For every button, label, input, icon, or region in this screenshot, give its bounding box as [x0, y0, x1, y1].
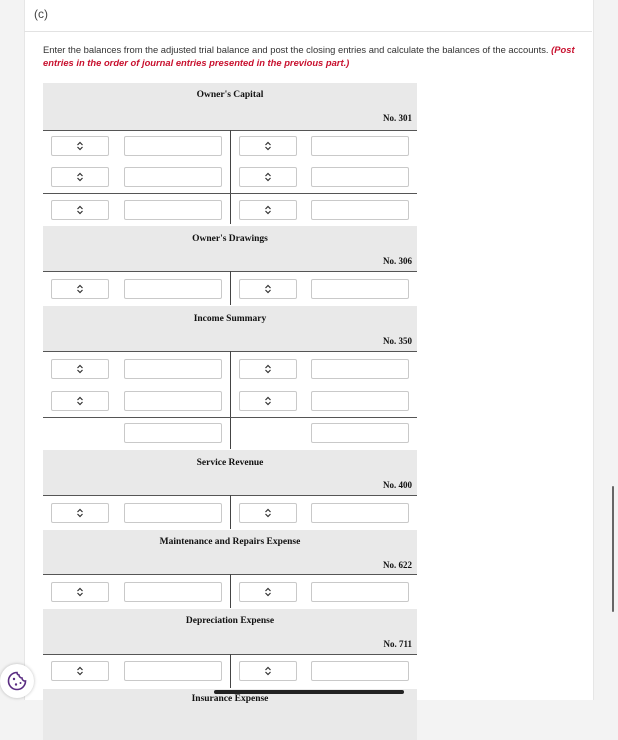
chevron-up-down-icon — [264, 508, 272, 518]
t-account-divider — [230, 130, 231, 224]
account-number: No. 301 — [383, 113, 412, 123]
cookie-settings-button[interactable] — [0, 664, 34, 698]
debit-date-select[interactable] — [51, 359, 109, 379]
chevron-up-down-icon — [264, 396, 272, 406]
debit-amount-input[interactable] — [124, 200, 222, 220]
part-label: (c) — [34, 7, 48, 21]
instructions-emphasis: (Post entries in the order of journal entries presented in the previous part.) — [43, 44, 575, 68]
cookie-icon — [7, 671, 27, 691]
account-title: Service Revenue — [196, 458, 264, 468]
account-header — [43, 226, 417, 271]
chevron-up-down-icon — [264, 666, 272, 676]
account-title: Maintenance and Repairs Expense — [159, 537, 301, 547]
credit-date-select[interactable] — [239, 503, 297, 523]
chevron-up-down-icon — [264, 587, 272, 597]
divider — [24, 31, 592, 32]
account-title: Insurance Expense — [191, 694, 269, 704]
debit-date-select[interactable] — [51, 167, 109, 187]
account-title: Depreciation Expense — [185, 616, 275, 626]
credit-amount-input[interactable] — [311, 279, 409, 299]
credit-date-select[interactable] — [239, 661, 297, 681]
debit-amount-input[interactable] — [124, 582, 222, 602]
chevron-up-down-icon — [264, 364, 272, 374]
account-number: No. 400 — [383, 480, 412, 490]
credit-amount-input[interactable] — [311, 661, 409, 681]
credit-amount-input[interactable] — [311, 503, 409, 523]
account-number: No. 711 — [383, 639, 412, 649]
account-title: Income Summary — [193, 314, 267, 324]
chevron-up-down-icon — [76, 587, 84, 597]
credit-date-select[interactable] — [239, 136, 297, 156]
account-title: Owner's Capital — [196, 90, 264, 100]
chevron-up-down-icon — [76, 172, 84, 182]
debit-date-select[interactable] — [51, 503, 109, 523]
debit-date-select[interactable] — [51, 391, 109, 411]
t-account-divider — [230, 351, 231, 449]
chevron-up-down-icon — [264, 141, 272, 151]
home-indicator — [214, 690, 404, 694]
credit-amount-input[interactable] — [311, 167, 409, 187]
credit-date-select[interactable] — [239, 391, 297, 411]
credit-amount-input[interactable] — [311, 359, 409, 379]
account-number: No. 622 — [383, 560, 412, 570]
account-header — [43, 83, 417, 130]
chevron-up-down-icon — [76, 141, 84, 151]
debit-amount-input[interactable] — [124, 423, 222, 443]
debit-amount-input[interactable] — [124, 136, 222, 156]
chevron-up-down-icon — [76, 284, 84, 294]
credit-date-select[interactable] — [239, 359, 297, 379]
t-account-divider — [230, 271, 231, 305]
credit-date-select[interactable] — [239, 200, 297, 220]
debit-date-select[interactable] — [51, 661, 109, 681]
credit-amount-input[interactable] — [311, 582, 409, 602]
t-account-divider — [230, 654, 231, 688]
credit-date-select[interactable] — [239, 279, 297, 299]
credit-date-select[interactable] — [239, 582, 297, 602]
credit-amount-input[interactable] — [311, 391, 409, 411]
account-header — [43, 689, 417, 740]
debit-amount-input[interactable] — [124, 279, 222, 299]
debit-amount-input[interactable] — [124, 167, 222, 187]
instructions-text: Enter the balances from the adjusted trial balance and post the closing entries and calculate the balances of the accounts. — [43, 44, 549, 55]
balance-line — [43, 193, 417, 194]
debit-date-select[interactable] — [51, 279, 109, 299]
account-title: Owner's Drawings — [192, 234, 268, 244]
credit-amount-input[interactable] — [311, 136, 409, 156]
chevron-up-down-icon — [76, 666, 84, 676]
instructions — [43, 43, 583, 69]
debit-amount-input[interactable] — [124, 661, 222, 681]
balance-line — [43, 417, 417, 418]
account-header — [43, 306, 417, 351]
chevron-up-down-icon — [264, 172, 272, 182]
credit-amount-input[interactable] — [311, 423, 409, 443]
debit-date-select[interactable] — [51, 582, 109, 602]
chevron-up-down-icon — [76, 508, 84, 518]
debit-amount-input[interactable] — [124, 503, 222, 523]
debit-date-select[interactable] — [51, 136, 109, 156]
chevron-up-down-icon — [264, 205, 272, 215]
credit-date-select[interactable] — [239, 167, 297, 187]
account-header — [43, 609, 417, 654]
account-header — [43, 450, 417, 495]
credit-amount-input[interactable] — [311, 200, 409, 220]
account-number: No. 350 — [383, 336, 412, 346]
account-number: No. 306 — [383, 256, 412, 266]
chevron-up-down-icon — [76, 205, 84, 215]
scrollbar[interactable] — [612, 486, 614, 612]
debit-date-select[interactable] — [51, 200, 109, 220]
t-account-divider — [230, 495, 231, 529]
account-header — [43, 530, 417, 574]
chevron-up-down-icon — [264, 284, 272, 294]
debit-amount-input[interactable] — [124, 359, 222, 379]
chevron-up-down-icon — [76, 364, 84, 374]
debit-amount-input[interactable] — [124, 391, 222, 411]
t-account-divider — [230, 574, 231, 608]
chevron-up-down-icon — [76, 396, 84, 406]
